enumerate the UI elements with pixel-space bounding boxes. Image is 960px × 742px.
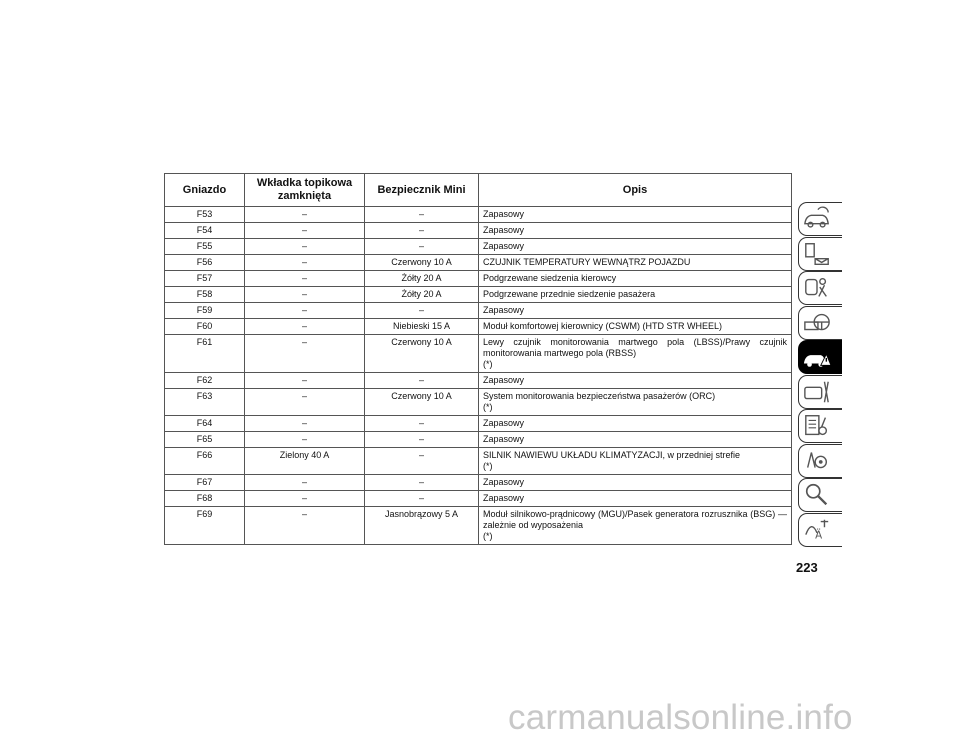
table-row [165, 475, 792, 491]
table-row [165, 491, 792, 507]
cell-desc [479, 287, 792, 303]
multimedia-icon [802, 447, 832, 475]
cell-mini: – [365, 475, 479, 491]
cell-cartridge: Zielony 40 A [245, 448, 365, 475]
cell-mini: Żółty 20 A [365, 287, 479, 303]
cell-cartridge: – [245, 475, 365, 491]
car-warning-message-icon [802, 240, 832, 268]
table-row [165, 255, 792, 271]
table-row [165, 432, 792, 448]
desc-line: Lewy czujnik monitorowania martwego pola (LBSS)/Prawy czujnik monitorowania martwego pola (RBSS) [483, 337, 787, 358]
chapter-tab[interactable] [798, 409, 842, 443]
desc-line: Moduł silnikowo-prądnicowy (MGU)/Pasek generatora rozrusznika (BSG) — zależnie od wyposażenia [483, 509, 787, 530]
header-cartridge [245, 174, 365, 207]
cell-mini: Niebieski 15 A [365, 319, 479, 335]
cell-cartridge: – [245, 239, 365, 255]
chapter-tab[interactable] [798, 271, 842, 305]
desc-line: Zapasowy [483, 241, 525, 251]
watermark: carmanualsonline.info [508, 698, 853, 737]
cell-mini: Czerwony 10 A [365, 255, 479, 271]
cell-slot: F55 [165, 239, 245, 255]
desc-line: CZUJNIK TEMPERATURY WEWNĄTRZ POJAZDU [483, 257, 691, 267]
table-row [165, 373, 792, 389]
cell-slot: F66 [165, 448, 245, 475]
cell-mini: – [365, 448, 479, 475]
roadside-emergency-icon [802, 343, 832, 371]
cell-cartridge: – [245, 373, 365, 389]
cell-desc [479, 432, 792, 448]
cell-mini: – [365, 491, 479, 507]
desc-line: Zapasowy [483, 493, 525, 503]
cell-desc [479, 389, 792, 416]
cell-slot: F68 [165, 491, 245, 507]
table-row [165, 448, 792, 475]
cell-mini: – [365, 207, 479, 223]
table-row [165, 239, 792, 255]
cell-desc [479, 207, 792, 223]
specifications-list-icon [802, 412, 832, 440]
cell-desc [479, 491, 792, 507]
cell-mini: Czerwony 10 A [365, 335, 479, 373]
table-row [165, 416, 792, 432]
desc-line: Zapasowy [483, 418, 525, 428]
cell-cartridge: – [245, 491, 365, 507]
cell-slot: F54 [165, 223, 245, 239]
desc-line: Zapasowy [483, 225, 525, 235]
table-row [165, 335, 792, 373]
cell-desc [479, 373, 792, 389]
table-row [165, 207, 792, 223]
table-row [165, 389, 792, 416]
cell-desc [479, 223, 792, 239]
cell-cartridge: – [245, 223, 365, 239]
chapter-tab[interactable] [798, 237, 842, 271]
header-cartridge-line2: zamknięta [277, 190, 332, 202]
cell-desc [479, 335, 792, 373]
cell-desc [479, 319, 792, 335]
cell-mini: Czerwony 10 A [365, 389, 479, 416]
cell-slot: F57 [165, 271, 245, 287]
desc-line: Zapasowy [483, 305, 525, 315]
steering-wheel-icon [802, 309, 832, 337]
cell-mini: – [365, 239, 479, 255]
desc-line: Zapasowy [483, 375, 525, 385]
cell-slot: F56 [165, 255, 245, 271]
desc-line: Zapasowy [483, 434, 525, 444]
index-search-icon [802, 481, 832, 509]
chapter-tab[interactable] [798, 444, 842, 478]
seatbelt-airbag-icon [802, 274, 832, 302]
car-service-tools-icon [802, 378, 832, 406]
page-number: 223 [796, 560, 818, 575]
desc-line: (*) [483, 359, 493, 369]
desc-line: Moduł komfortowej kierownicy (CSWM) (HTD STR WHEEL) [483, 321, 723, 331]
cell-slot: F64 [165, 416, 245, 432]
cell-mini: – [365, 432, 479, 448]
cell-cartridge: – [245, 271, 365, 287]
cell-desc [479, 475, 792, 491]
header-mini: Bezpiecznik Mini [365, 174, 479, 207]
chapter-tab[interactable] [798, 340, 842, 374]
cell-cartridge: – [245, 507, 365, 545]
cell-slot: F63 [165, 389, 245, 416]
desc-line: Zapasowy [483, 477, 525, 487]
header-cartridge-line1: Wkładka topikowa [256, 177, 353, 189]
cell-slot: F58 [165, 287, 245, 303]
cell-cartridge: – [245, 389, 365, 416]
cell-slot: F69 [165, 507, 245, 545]
cell-slot: F65 [165, 432, 245, 448]
cell-mini: – [365, 303, 479, 319]
header-desc: Opis [479, 174, 792, 207]
desc-line: SILNIK NAWIEWU UKŁADU KLIMATYZACJI, w przedniej strefie [483, 450, 741, 460]
desc-line: (*) [483, 461, 493, 471]
header-slot: Gniazdo [165, 174, 245, 207]
table-row [165, 287, 792, 303]
table-row [165, 319, 792, 335]
cell-desc [479, 416, 792, 432]
cell-desc [479, 448, 792, 475]
cell-slot: F61 [165, 335, 245, 373]
table-row [165, 303, 792, 319]
cell-mini: Żółty 20 A [365, 271, 479, 287]
languages-icon [802, 516, 832, 544]
desc-line: System monitorowania bezpieczeństwa pasażerów (ORC) [483, 391, 716, 401]
table-header-row [165, 174, 792, 207]
cell-slot: F60 [165, 319, 245, 335]
cell-mini: Jasnobrązowy 5 A [365, 507, 479, 545]
cell-mini: – [365, 416, 479, 432]
cell-mini: – [365, 223, 479, 239]
chapter-tab[interactable] [798, 513, 842, 547]
cell-cartridge: – [245, 335, 365, 373]
cell-desc [479, 303, 792, 319]
table-row [165, 271, 792, 287]
chapter-tab[interactable] [798, 306, 842, 340]
desc-line: Zapasowy [483, 209, 525, 219]
car-dashboard-icon [802, 205, 832, 233]
cell-desc [479, 239, 792, 255]
cell-cartridge: – [245, 255, 365, 271]
chapter-tab[interactable] [798, 478, 842, 512]
desc-line: Podgrzewane siedzenia kierowcy [483, 273, 617, 283]
cell-desc [479, 271, 792, 287]
cell-slot: F67 [165, 475, 245, 491]
chapter-tabs [798, 202, 842, 547]
cell-cartridge: – [245, 287, 365, 303]
fuse-table [164, 173, 792, 545]
cell-cartridge: – [245, 207, 365, 223]
cell-slot: F59 [165, 303, 245, 319]
cell-mini: – [365, 373, 479, 389]
table-row [165, 223, 792, 239]
desc-line: (*) [483, 402, 493, 412]
svg-text:Ä: Ä [815, 528, 823, 541]
cell-cartridge: – [245, 416, 365, 432]
chapter-tab[interactable] [798, 202, 842, 236]
desc-line: Podgrzewane przednie siedzenie pasażera [483, 289, 656, 299]
chapter-tab[interactable] [798, 375, 842, 409]
cell-desc [479, 507, 792, 545]
table-row [165, 507, 792, 545]
cell-desc [479, 255, 792, 271]
cell-cartridge: – [245, 303, 365, 319]
cell-cartridge: – [245, 432, 365, 448]
cell-slot: F53 [165, 207, 245, 223]
desc-line: (*) [483, 531, 493, 541]
cell-slot: F62 [165, 373, 245, 389]
cell-cartridge: – [245, 319, 365, 335]
